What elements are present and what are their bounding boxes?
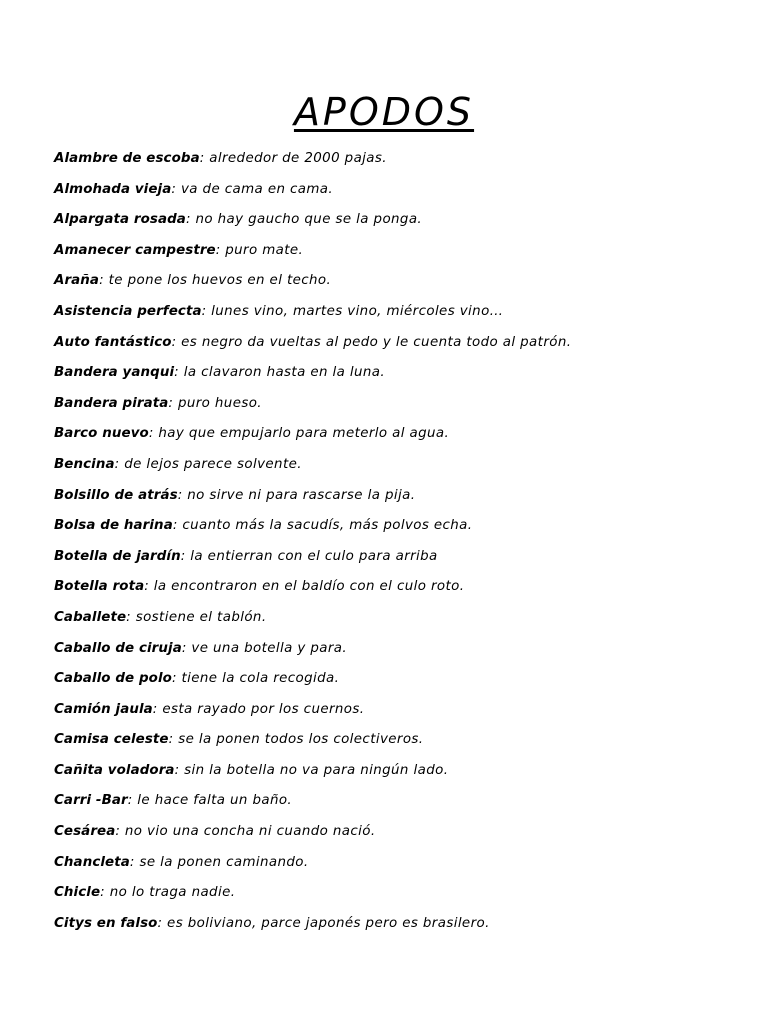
nickname-entry — [54, 695, 744, 726]
nickname-term: Botella de jardín — [54, 548, 181, 564]
nickname-term: Botella rota — [54, 579, 145, 595]
nickname-term: Camisa celeste — [54, 732, 169, 748]
nickname-term: Amanecer campestre — [54, 242, 216, 258]
nickname-term: Cesárea — [54, 824, 116, 840]
nickname-definition: : te pone los huevos en el techo. — [99, 273, 332, 289]
nickname-entry — [54, 572, 744, 603]
nickname-term: Caballete — [54, 609, 127, 625]
nickname-entry — [54, 481, 744, 512]
nickname-entry — [54, 817, 744, 848]
nickname-entry — [54, 328, 744, 359]
nickname-definition: : le hace falta un baño. — [127, 793, 293, 809]
nickname-term: Almohada vieja — [54, 181, 172, 197]
nickname-entry — [54, 389, 744, 420]
nickname-definition: : no vio una concha ni cuando nació. — [115, 824, 376, 840]
nickname-term: Camión jaula — [54, 701, 153, 717]
nickname-definition: : tiene la cola recogida. — [171, 671, 340, 687]
nickname-definition: : esta rayado por los cuernos. — [152, 701, 365, 717]
nickname-definition: : lunes vino, martes vino, miércoles vino… — [201, 303, 504, 319]
nickname-term: Bencina — [54, 456, 115, 472]
nickname-definition: : la encontraron en el baldío con el culo roto. — [144, 579, 465, 595]
document-title-text: APODOS — [293, 90, 475, 134]
nickname-list — [54, 144, 744, 939]
nickname-entry — [54, 175, 744, 206]
nickname-definition: : ve una botella y para. — [181, 640, 348, 656]
nickname-definition: : no hay gaucho que se la ponga. — [185, 212, 423, 228]
nickname-entry — [54, 450, 744, 481]
nickname-term: Chicle — [54, 885, 101, 901]
nickname-entry — [54, 878, 744, 909]
nickname-term: Caballo de ciruja — [54, 640, 182, 656]
nickname-definition: : cuanto más la sacudís, más polvos echa. — [172, 518, 473, 534]
nickname-definition: : es boliviano, parce japonés pero es brasilero. — [157, 915, 490, 931]
nickname-definition: : va de cama en cama. — [171, 181, 334, 197]
nickname-definition: : la entierran con el culo para arriba — [180, 548, 438, 564]
nickname-entry — [54, 634, 744, 665]
nickname-term: Citys en falso — [54, 915, 158, 931]
nickname-definition: : de lejos parece solvente. — [114, 456, 302, 472]
nickname-term: Araña — [54, 273, 100, 289]
nickname-term: Caballo de polo — [54, 671, 172, 687]
nickname-entry — [54, 542, 744, 573]
nickname-entry — [54, 786, 744, 817]
nickname-entry — [54, 756, 744, 787]
nickname-term: Bolsillo de atrás — [54, 487, 178, 503]
nickname-definition: : alrededor de 2000 pajas. — [199, 151, 387, 166]
nickname-term: Cañita voladora — [54, 762, 175, 778]
nickname-definition: : la clavaron hasta en la luna. — [174, 365, 386, 381]
document-title — [0, 88, 768, 136]
nickname-entry — [54, 909, 744, 940]
nickname-term: Bandera pirata — [54, 395, 169, 411]
nickname-term: Asistencia perfecta — [54, 303, 202, 319]
nickname-entry — [54, 358, 744, 389]
nickname-entry — [54, 664, 744, 695]
nickname-entry — [54, 603, 744, 634]
nickname-entry — [54, 144, 744, 175]
nickname-term: Chancleta — [54, 854, 130, 870]
nickname-term: Barco nuevo — [54, 426, 149, 442]
nickname-definition: : puro hueso. — [168, 395, 262, 411]
nickname-entry — [54, 297, 744, 328]
nickname-definition: : sostiene el tablón. — [126, 609, 267, 625]
nickname-entry — [54, 848, 744, 879]
nickname-term: Auto fantástico — [54, 334, 172, 350]
nickname-term: Carri -Bar — [54, 793, 128, 809]
nickname-definition: : se la ponen todos los colectiveros. — [168, 732, 424, 748]
nickname-term: Bandera yanqui — [54, 365, 175, 381]
nickname-definition: : hay que empujarlo para meterlo al agua. — [148, 426, 450, 442]
nickname-entry — [54, 511, 744, 542]
nickname-definition: : puro mate. — [215, 242, 304, 258]
nickname-term: Alambre de escoba — [54, 151, 200, 166]
nickname-definition: : se la ponen caminando. — [129, 854, 309, 870]
nickname-entry — [54, 266, 744, 297]
nickname-entry — [54, 236, 744, 267]
nickname-entry — [54, 205, 744, 236]
nickname-definition: : no sirve ni para rascarse la pija. — [177, 487, 416, 503]
nickname-definition: : sin la botella no va para ningún lado. — [174, 762, 449, 778]
nickname-definition: : no lo traga nadie. — [100, 885, 236, 901]
nickname-term: Bolsa de harina — [54, 518, 173, 534]
nickname-entry — [54, 725, 744, 756]
nickname-entry — [54, 419, 744, 450]
nickname-definition: : es negro da vueltas al pedo y le cuenta todo al patrón. — [171, 334, 572, 350]
nickname-term: Alpargata rosada — [54, 212, 186, 228]
